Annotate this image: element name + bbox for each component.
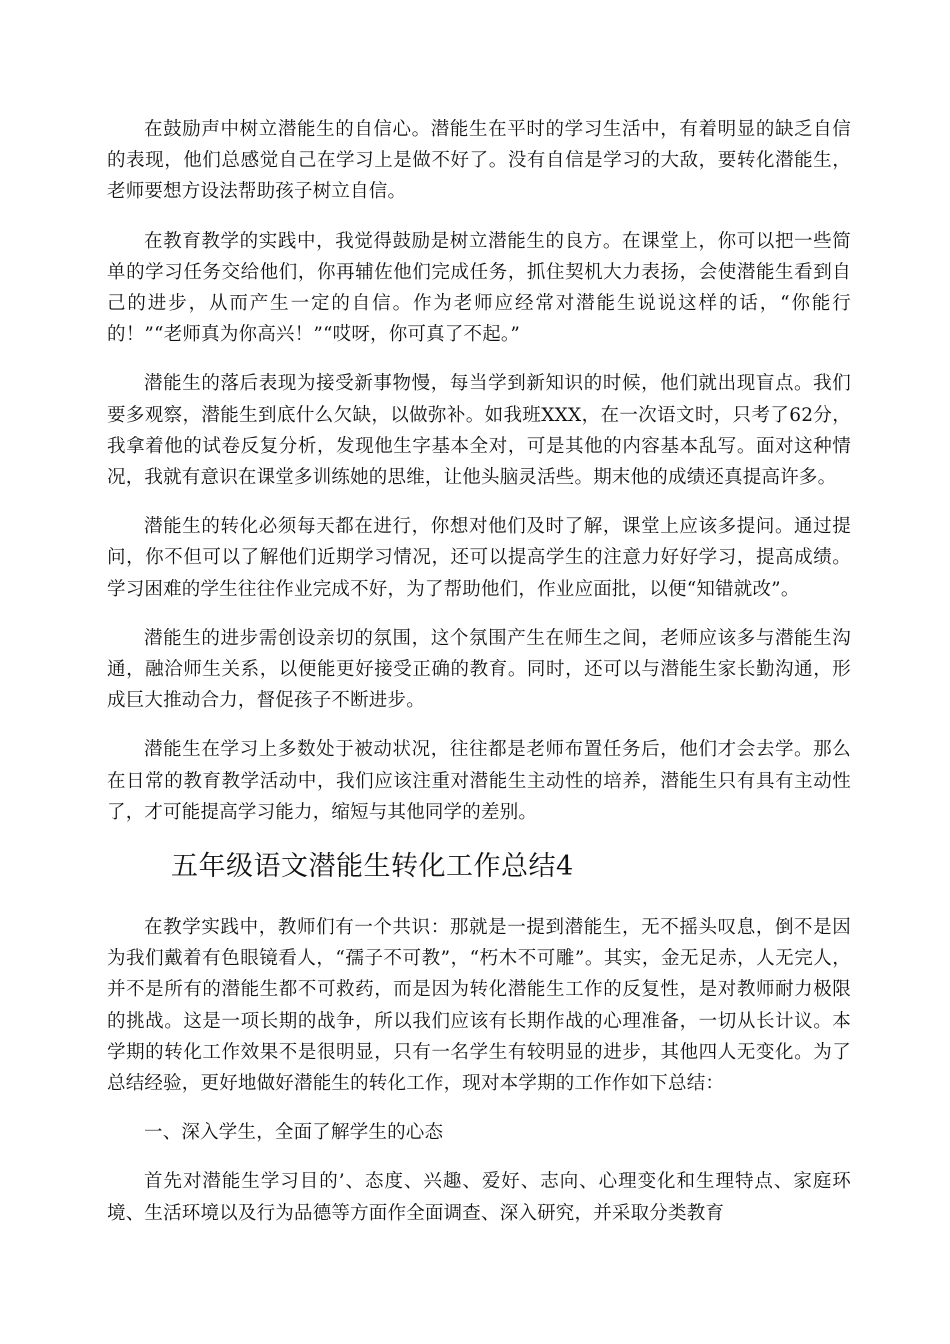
- paragraph-confidence: 在鼓励声中树立潜能生的自信心。潜能生在平时的学习生活中，有着明显的缺乏自信的表现，他们总感觉自己在学习上是做不好了。没有自信是学习的大敌，要转化潜能生，老师要想方设法帮助孩子树立自信。: [107, 119, 851, 203]
- paragraph-investigation: 首先对潜能生学习目的’、态度、兴趣、爱好、志向、心理变化和生理特点、家庭环境、生活环境以及行为品德等方面作全面调查、深入研究，并采取分类教育: [107, 1171, 851, 1224]
- paragraph-initiative: 潜能生在学习上多数处于被动状况，往往都是老师布置任务后，他们才会去学。那么在日常的教育教学活动中，我们应该注重对潜能生主动性的培养，潜能生只有具有主动性了，才可能提高学习能力，缩短与其他同学的差别。: [107, 739, 851, 823]
- paragraph-atmosphere: 潜能生的进步需创设亲切的氛围，这个氛围产生在师生之间，老师应该多与潜能生沟通，融洽师生关系，以便能更好接受正确的教育。同时，还可以与潜能生家长勤沟通，形成巨大推动合力，督促孩子不断进步。: [107, 627, 851, 712]
- section-title: 五年级语文潜能生转化工作总结4: [171, 851, 574, 883]
- paragraph-encouragement: 在教育教学的实践中，我觉得鼓励是树立潜能生的良方。在课堂上，你可以把一些简单的学习任务交给他们，你再辅佐他们完成任务，抓住契机大力表扬，会使潜能生看到自己的进步，从而产生一定的自信。作为老师应经常对潜能生说说这样的话，“你能行的！”“老师真为你高兴！”“哎呀，你可真了不起。”: [107, 230, 851, 346]
- paragraph-intro: 在教学实践中，教师们有一个共识：那就是一提到潜能生，无不摇头叹息，倒不是因为我们戴着有色眼镜看人，“孺子不可教”，“朽木不可雕”。其实，金无足赤，人无完人，并不是所有的潜能生都不可救药，而是因为转化潜能生工作的反复性，是对教师耐力极限的挑战。这是一项长期的战争，所以我们应该有长期作战的心理准备，一切从长计议。本学期的转化工作效果不是很明显，只有一名学生有较明显的进步，其他四人无变化。为了总结经验，更好地做好潜能生的转化工作，现对本学期的工作作如下总结：: [107, 917, 851, 1095]
- document-body: [107, 114, 851, 1247]
- paragraph-heading-one: 一、深入学生，全面了解学生的心态: [144, 1122, 444, 1144]
- paragraph-questioning: 潜能生的转化必须每天都在进行，你想对他们及时了解，课堂上应该多提问。通过提问，你不但可以了解他们近期学习情况，还可以提高学生的注意力好好学习，提高成绩。学习困难的学生往往作业完成不好，为了帮助他们，作业应面批，以便“知错就改”。: [107, 516, 851, 600]
- paragraph-observation: 潜能生的落后表现为接受新事物慢，每当学到新知识的时候，他们就出现盲点。我们要多观察，潜能生到底什么欠缺，以做弥补。如我班XXX，在一次语文时，只考了62分，我拿着他的试卷反复分析，发现他生字基本全对，可是其他的内容基本乱写。面对这种情况，我就有意识在课堂多训练她的思维，让他头脑灵活些。期末他的成绩还真提高许多。: [107, 373, 851, 489]
